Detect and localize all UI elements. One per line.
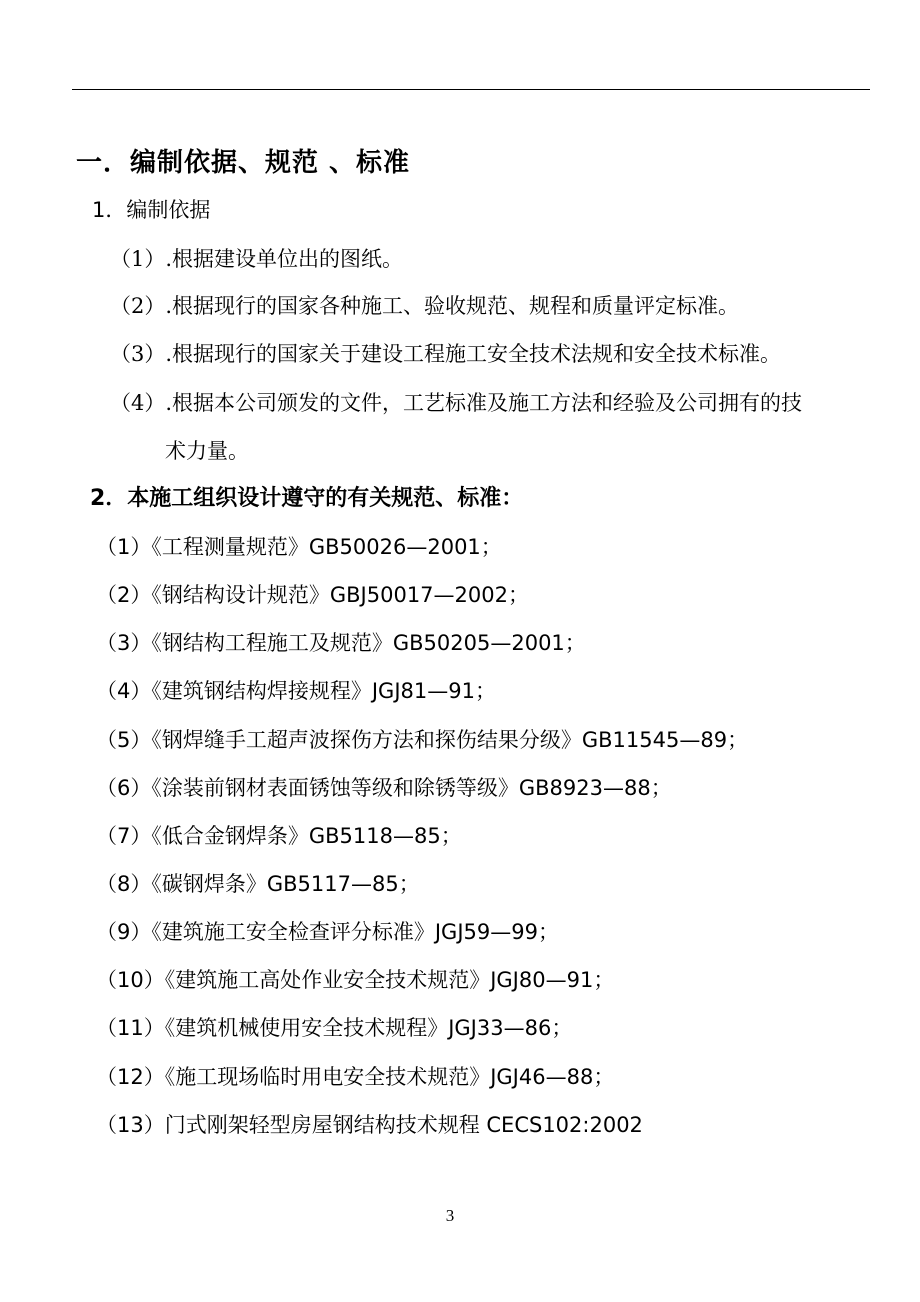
standard-item-4: （4）《建筑钢结构焊接规程》JGJ81—91； xyxy=(96,679,496,703)
standard-item-3: （3）《钢结构工程施工及规范》GB50205—2001； xyxy=(96,631,586,655)
standard-item-6: （6）《涂装前钢材表面锈蚀等级和除锈等级》GB8923—88； xyxy=(96,776,672,800)
standard-item-12: （12）《施工现场临时用电安全技术规范》JGJ46—88； xyxy=(96,1065,615,1089)
page-number: 3 xyxy=(445,1206,455,1225)
standard-item-8: （8）《碳钢焊条》GB5117—85； xyxy=(96,872,420,896)
header-rule xyxy=(72,89,870,90)
standard-item-1: （1）《工程测量规范》GB50026—2001； xyxy=(96,535,502,559)
standard-item-7: （7）《低合金钢焊条》GB5118—85； xyxy=(96,824,462,848)
basis-item-4: （4）.根据本公司颁发的文件，工艺标准及施工方法和经验及公司拥有的技 xyxy=(110,391,803,415)
basis-item-3: （3）.根据现行的国家关于建设工程施工安全技术法规和安全技术标准。 xyxy=(110,342,782,366)
section2-title: 2．本施工组织设计遵守的有关规范、标准： xyxy=(90,486,524,511)
standard-item-5: （5）《钢焊缝手工超声波探伤方法和探伤结果分级》GB11545—89； xyxy=(96,728,749,752)
basis-item-1: （1）.根据建设单位出的图纸。 xyxy=(110,247,404,271)
section1-title: 1．编制依据 xyxy=(92,198,211,222)
basis-item-4-continued: 术力量。 xyxy=(165,439,249,463)
standard-item-2: （2）《钢结构设计规范》GBJ50017—2002； xyxy=(96,583,529,607)
standard-item-13: （13）门式刚架轻型房屋钢结构技术规程 CECS102:2002 xyxy=(96,1113,643,1137)
basis-item-2: （2）.根据现行的国家各种施工、验收规范、规程和质量评定标准。 xyxy=(110,294,740,318)
standard-item-9: （9）《建筑施工安全检查评分标准》JGJ59—99； xyxy=(96,920,559,944)
standard-item-10: （10）《建筑施工高处作业安全技术规范》JGJ80—91； xyxy=(96,968,615,992)
main-heading: 一．编制依据、规范 、标准 xyxy=(76,148,411,178)
standard-item-11: （11）《建筑机械使用安全技术规程》JGJ33—86； xyxy=(96,1016,573,1040)
